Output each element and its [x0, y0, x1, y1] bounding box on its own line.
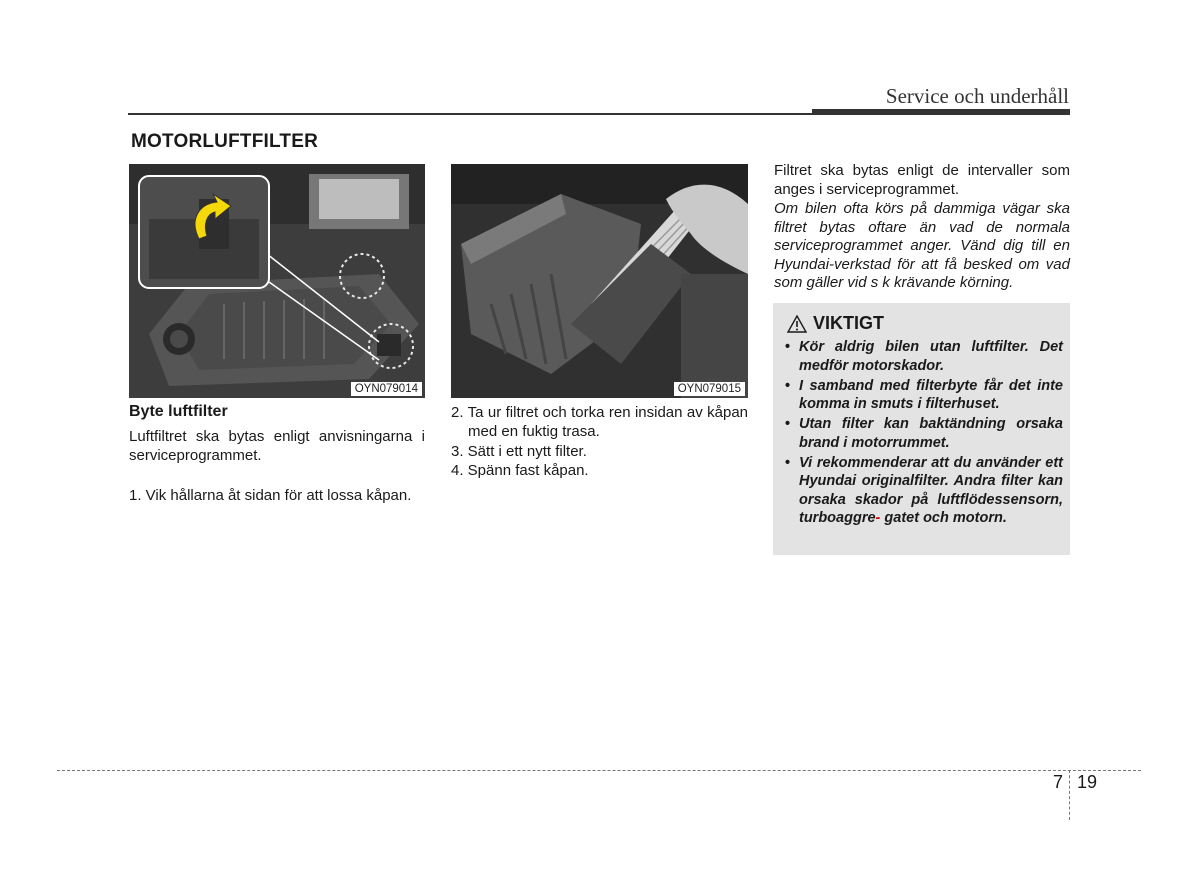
page-number: 19 — [1077, 772, 1098, 792]
warning-list — [783, 338, 1063, 529]
filter-element-illustration — [451, 164, 748, 398]
section-title: MOTORLUFTFILTER — [131, 131, 318, 152]
warning-box — [773, 303, 1070, 555]
footer-rule — [57, 770, 1141, 771]
paragraph-interval: Filtret ska bytas enligt de intervaller som anges i serviceprogrammet. — [774, 162, 1070, 198]
hyphen-mark: - — [875, 510, 881, 526]
warning-item: • Kör aldrig bilen utan luftfilter. Det medför motorskador. — [783, 338, 1063, 375]
warning-item-continuation: gatet och motorn. — [884, 510, 1007, 526]
warning-item: • I samband med filterbyte får det inte komma in smuts i filterhuset. — [783, 377, 1063, 414]
step-2: 2. Ta ur filtret och torka ren insidan av kåpan med en fuktig trasa. — [451, 404, 748, 440]
warning-heading — [787, 313, 884, 334]
figure-filter-replacement — [451, 164, 748, 398]
warning-item: • Utan filter kan baktändning orsaka brand i motorrummet. — [783, 415, 1063, 452]
figure-engine-air-cleaner — [129, 164, 425, 398]
warning-title: VIKTIGT — [813, 313, 884, 333]
step-1: 1. Vik hållarna åt sidan för att lossa kåpan. — [129, 487, 412, 504]
running-header: Service och underhåll — [885, 84, 1069, 108]
step-3: 3. Sätt i ett nytt filter. — [451, 443, 587, 460]
step-4: 4. Spänn fast kåpan. — [451, 462, 589, 479]
paragraph-instructions: Luftfiltret ska bytas enligt anvisningarna i serviceprogrammet. — [129, 428, 425, 464]
warning-item — [783, 454, 1063, 528]
warning-triangle-icon — [787, 315, 807, 333]
figure-code: OYN079014 — [351, 382, 422, 396]
figure-code: OYN079015 — [674, 382, 745, 396]
engine-bay-illustration — [129, 164, 425, 398]
header-rule-accent — [812, 109, 1070, 115]
chapter-number: 7 — [1053, 772, 1064, 792]
paragraph-dusty-roads: Om bilen ofta körs på dammiga vägar ska filtret bytas oftare än vad de normala serviceprogrammet anger. Vänd dig till en Hyundai-verkstad för att få besked om vad som gäller vid s k krävande körning. — [774, 200, 1070, 291]
footer-divider — [1069, 770, 1070, 820]
subheading-byte-luftfilter: Byte luftfilter — [129, 403, 228, 420]
warning-item-text: Vi rekommenderar att du använder ett Hyundai originalfilter. Andra filter kan orsaka skador på luftflödessensorn, turboaggre — [799, 454, 1063, 526]
